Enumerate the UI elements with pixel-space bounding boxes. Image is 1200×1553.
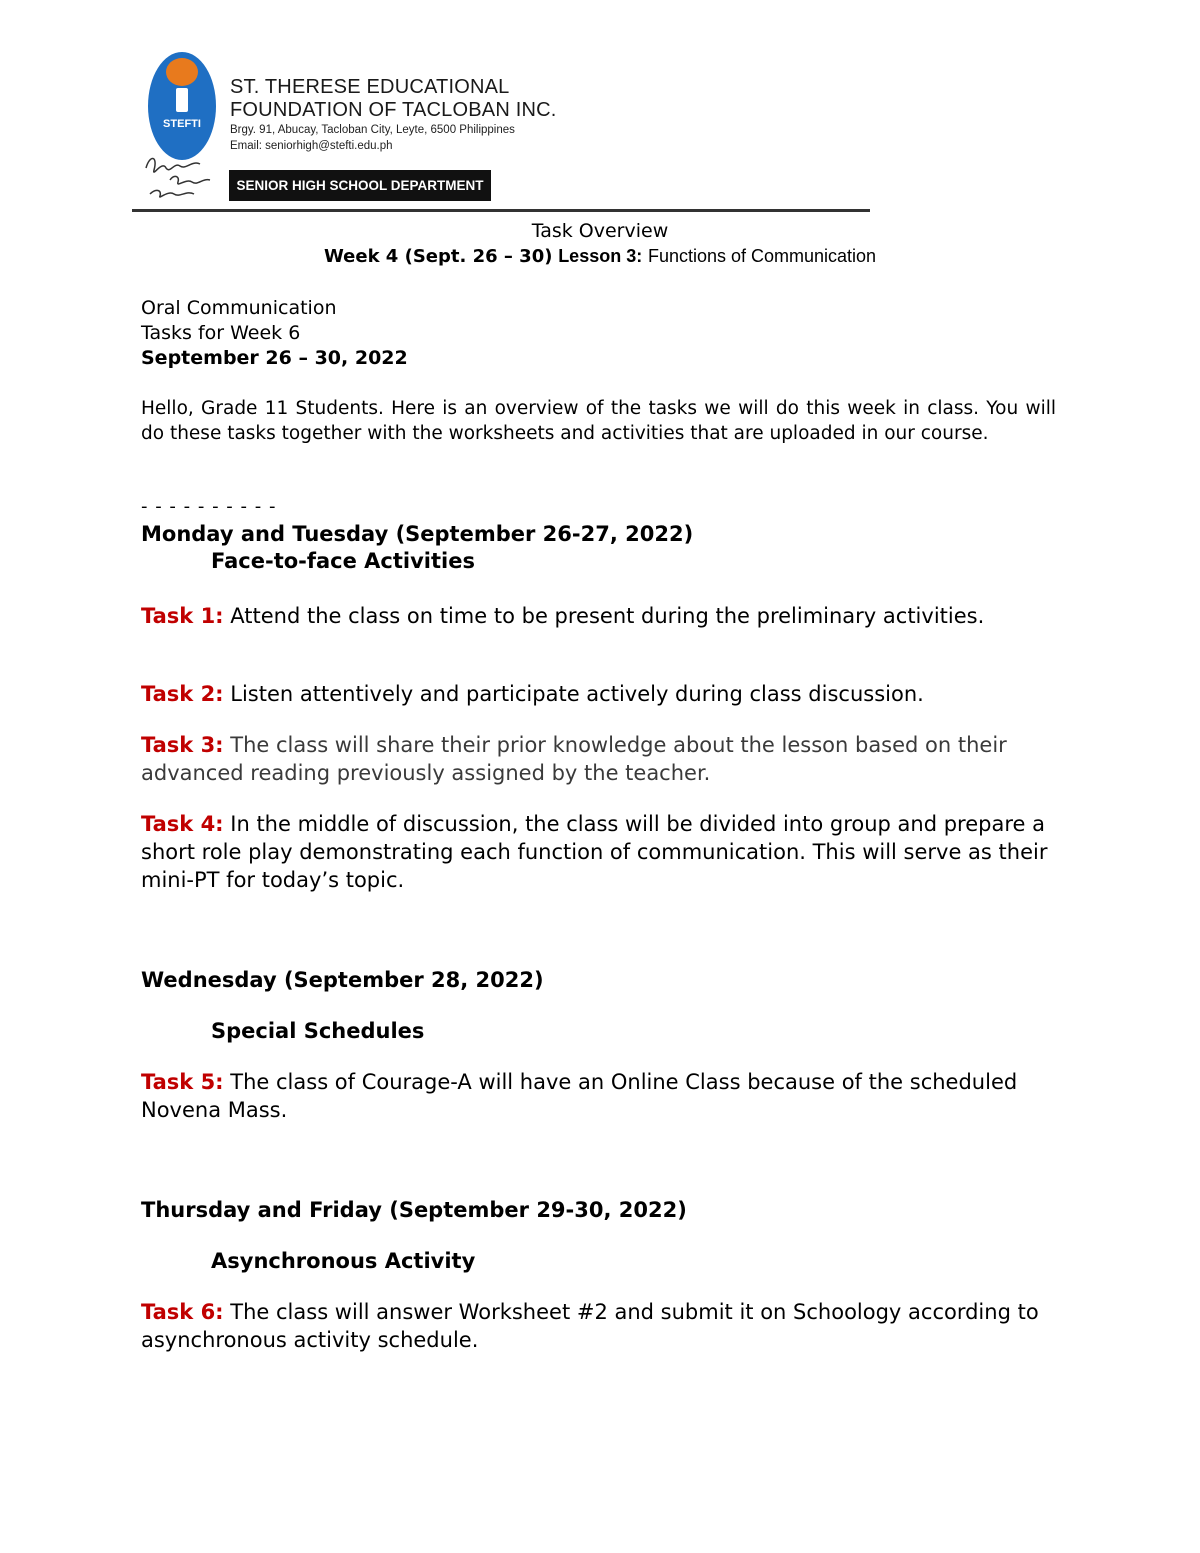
school-name: ST. THERESE EDUCATIONAL FOUNDATION OF TACLOBAN INC. (230, 76, 557, 121)
task-label: Task 6: (141, 1300, 224, 1324)
subject-name: Oral Communication (141, 297, 337, 319)
seal-text: STEFTI (163, 118, 201, 130)
task-text: The class of Courage-A will have an Online Class because of the scheduled Novena Mass. (141, 1070, 1018, 1122)
task-text: Listen attentively and participate actively during class discussion. (230, 682, 924, 706)
day-heading-mon-tue: Monday and Tuesday (September 26-27, 2022) (141, 522, 694, 546)
torch-icon (176, 88, 188, 112)
task-label: Task 4: (141, 812, 224, 836)
task-item (141, 602, 1071, 630)
school-seal-logo (148, 52, 216, 160)
task-item (141, 680, 1071, 708)
tasks-for-week: Tasks for Week 6 (141, 322, 301, 344)
school-email: Email: seniorhigh@stefti.edu.ph (230, 140, 393, 152)
task-text: The class will answer Worksheet #2 and submit it on Schoology according to asynchronous activity schedule. (141, 1300, 1039, 1352)
task-item (141, 1068, 1071, 1124)
motto-signature (140, 150, 220, 202)
task-label: Task 3: (141, 733, 224, 757)
header-divider (132, 209, 870, 212)
task-label: Task 5: (141, 1070, 224, 1094)
mode-heading-special: Special Schedules (211, 1019, 425, 1043)
day-heading-thu-fri: Thursday and Friday (September 29-30, 2022) (141, 1198, 687, 1222)
task-item (141, 731, 1071, 787)
mode-heading-asynchronous: Asynchronous Activity (211, 1249, 476, 1273)
course-info (141, 296, 408, 371)
task-label: Task 2: (141, 682, 224, 706)
lesson-name: Functions of Communication (647, 246, 877, 266)
page-title: Task Overview (531, 220, 669, 242)
date-range: September 26 – 30, 2022 (141, 347, 408, 369)
task-item (141, 810, 1071, 894)
school-address: Brgy. 91, Abucay, Tacloban City, Leyte, 6500 Philippines Email: seniorhigh@stefti.edu.ph (230, 124, 515, 152)
task-text: In the middle of discussion, the class will be divided into group and prepare a short role play demonstrating each function of communication. This will serve as their mini-PT for today’s topic. (141, 812, 1048, 892)
intro-paragraph: Hello, Grade 11 Students. Here is an overview of the tasks we will do this week in class. You will do these tasks together with the worksheets and activities that are uploaded in our course. (141, 398, 1056, 444)
mode-heading-face-to-face: Face-to-face Activities (211, 549, 475, 573)
separator: - - - - - - - - - - (141, 496, 277, 517)
week-lesson-line (0, 246, 1200, 267)
department-badge: SENIOR HIGH SCHOOL DEPARTMENT (229, 170, 491, 201)
week-label: Week 4 (Sept. 26 – 30) (323, 246, 553, 267)
lesson-label: Lesson 3: (558, 246, 643, 266)
task-text: The class will share their prior knowledge about the lesson based on their advanced reading previously assigned by the teacher. (141, 733, 1007, 785)
task-item (141, 1298, 1071, 1354)
task-text: Attend the class on time to be present during the preliminary activities. (230, 604, 985, 628)
day-heading-wednesday: Wednesday (September 28, 2022) (141, 968, 544, 992)
task-label: Task 1: (141, 604, 224, 628)
flower-icon (166, 58, 198, 86)
